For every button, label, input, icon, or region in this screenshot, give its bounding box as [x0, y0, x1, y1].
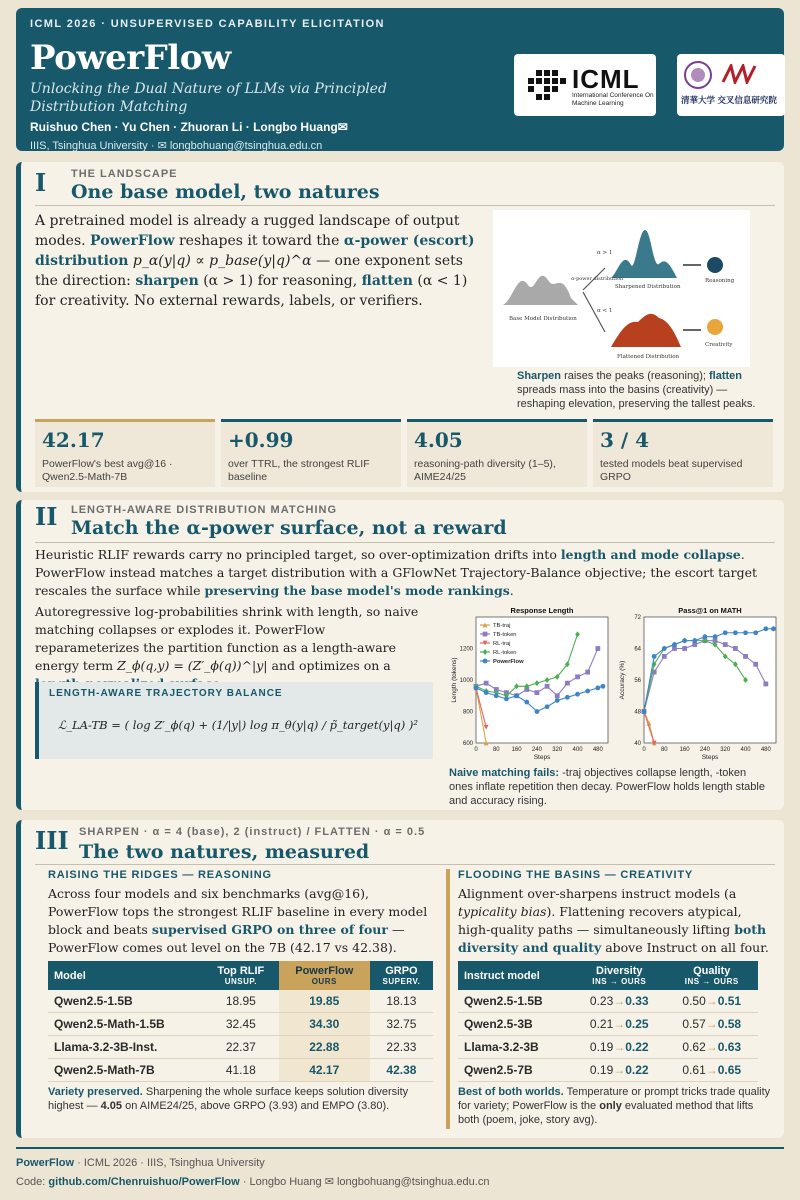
score-cell: 34.30	[279, 1013, 370, 1036]
stat-value: 4.05	[414, 428, 463, 452]
landscape-caption	[517, 369, 767, 411]
data-point	[652, 654, 657, 659]
metric-cell	[666, 990, 759, 1013]
model-cell: Qwen2.5-3B	[458, 1013, 573, 1036]
stat-value: +0.99	[228, 428, 294, 452]
y-tick-label: 64	[634, 646, 641, 653]
arrow-icon: →	[613, 1063, 626, 1077]
y-tick-label: 56	[634, 678, 641, 684]
data-point	[484, 690, 489, 695]
text-run: sharpen	[135, 273, 199, 289]
data-point	[595, 646, 600, 651]
data-point	[743, 654, 748, 659]
arrow-icon: →	[705, 1017, 718, 1031]
col-header	[458, 961, 573, 990]
ins-value: 0.21	[589, 1017, 614, 1031]
table-row	[48, 990, 433, 1013]
data-point	[514, 693, 519, 698]
data-point	[595, 685, 600, 690]
metric-cell	[666, 1036, 759, 1059]
ours-value: 0.25	[625, 1017, 649, 1031]
data-point	[753, 662, 758, 667]
text-run: . PowerFlow instead matches a target distribution with a GFlowNet Trajectory-Balance objective; the escort target rescales the surface while	[35, 547, 757, 598]
score-cell: 41.18	[203, 1059, 279, 1082]
ins-value: 0.57	[682, 1017, 706, 1031]
reasoning-note	[48, 1085, 433, 1113]
data-point	[662, 654, 667, 659]
fig-label-alpha-gt: α > 1	[597, 250, 613, 256]
data-point	[642, 709, 647, 714]
section-title: The two natures, measured	[79, 841, 370, 863]
reasoning-kicker: RAISING THE RIDGES — REASONING	[48, 869, 272, 881]
data-point	[672, 642, 677, 647]
data-point	[662, 646, 667, 651]
la-tb-box	[35, 682, 433, 759]
la-tb-box-title: LENGTH-AWARE TRAJECTORY BALANCE	[49, 688, 283, 699]
col-header-label: PowerFlow	[295, 965, 354, 977]
data-point	[753, 630, 758, 635]
poster-subtitle: Unlocking the Dual Nature of LLMs via Principled Distribution Matching	[30, 81, 387, 115]
score-cell: 22.37	[203, 1036, 279, 1059]
metric-cell	[666, 1013, 759, 1036]
reasoning-table	[48, 961, 433, 1082]
x-axis-label: Steps	[701, 754, 719, 761]
ours-value: 0.65	[717, 1063, 742, 1077]
text-run: A pretrained model is already a rugged landscape of output modes.	[35, 213, 460, 249]
stat-label: reasoning-path diversity (1–5), AIME24/25	[414, 458, 556, 483]
tsinghua-logo	[677, 54, 785, 116]
text-run: evaluated method that lifts both (poem, joke, story avg).	[458, 1100, 754, 1126]
metric-cell	[573, 1036, 666, 1059]
legend-marker	[483, 659, 488, 664]
chart-title: Response Length	[510, 606, 574, 615]
x-tick-label: 0	[474, 747, 478, 753]
score-cell: 22.33	[370, 1036, 433, 1059]
data-point	[763, 682, 768, 687]
text-run: preserving the base model's mode rankings	[204, 583, 510, 598]
fig-label-reasoning: Reasoning	[705, 278, 735, 284]
stat-value: 3 / 4	[600, 428, 650, 452]
icml-logo-subtext: International Conference On Machine Learning	[572, 92, 654, 107]
fig-label-base: Base Model Distribution	[509, 316, 577, 322]
text-run: Across four models and six benchmarks (avg@16), PowerFlow tops the strongest RLIF baseline in every model block and beats	[48, 886, 428, 937]
col-header-label: Diversity	[596, 965, 643, 977]
text-run: only	[599, 1100, 622, 1112]
y-tick-label: 600	[462, 741, 473, 747]
y-tick-label: 72	[634, 615, 641, 621]
col-subheader: OURS	[311, 977, 337, 986]
text-run: .	[509, 583, 514, 598]
text-run: Sharpening the whole surface keeps solution diversity highest —	[48, 1086, 409, 1112]
data-point	[545, 704, 550, 709]
text-run: Naive matching fails:	[449, 767, 560, 779]
legend-label: PowerFlow	[493, 659, 524, 665]
data-point	[703, 634, 708, 639]
reasoning-paragraph	[48, 885, 443, 957]
matching-paragraph-1	[35, 546, 775, 600]
col-header-label: Quality	[693, 965, 731, 977]
section-kicker: SHARPEN · α = 4 (base), 2 (instruct) / FLATTEN · α = 0.5	[79, 826, 426, 838]
text-run: on AIME24/25, above GRPO (3.93) and EMPO (3.80).	[122, 1100, 390, 1112]
data-point	[763, 626, 768, 631]
data-point	[545, 684, 550, 689]
x-tick-label: 480	[592, 747, 603, 753]
creativity-note	[458, 1085, 773, 1127]
creativity-kicker: FLOODING THE BASINS — CREATIVITY	[458, 869, 694, 881]
data-point	[601, 684, 606, 689]
section-title: One base model, two natures	[71, 181, 380, 203]
footer-text: Code:	[16, 1176, 49, 1188]
table-row	[48, 1059, 433, 1082]
text-run: Variety preserved.	[48, 1086, 143, 1098]
y-tick-label: 48	[634, 709, 641, 716]
col-header-ours	[279, 961, 370, 990]
iiis-mark-icon	[721, 64, 761, 84]
text-run: (α > 1) for reasoning,	[198, 273, 362, 289]
x-tick-label: 160	[511, 747, 522, 753]
text-run: PowerFlow	[90, 233, 175, 249]
column-divider	[446, 869, 450, 1129]
data-point	[535, 709, 540, 714]
text-run: (α < 1) for creativity. No external rewards, labels, or verifiers.	[35, 273, 468, 309]
la-tb-formula: ℒ_LA-TB = ( log Z′_ϕ(q) + (1/|y|) log π_θ(y|q) / p̃_target(y|q) )²	[58, 718, 418, 732]
ins-value: 0.19	[589, 1063, 614, 1077]
text-run: Temperature or prompt tricks trade quality for variety; PowerFlow is the	[458, 1086, 771, 1112]
stat-label: over TTRL, the strongest RLIF baseline	[228, 458, 370, 483]
data-point	[555, 698, 560, 703]
stat-label: PowerFlow's best avg@16 · Qwen2.5-Math-7B	[42, 458, 173, 483]
arrow-icon: →	[705, 1063, 718, 1077]
landscape-figure	[493, 210, 750, 367]
data-point	[713, 634, 718, 639]
data-point	[692, 638, 697, 643]
chart-title: Pass@1 on MATH	[678, 606, 742, 615]
text-run: Best of both worlds.	[458, 1086, 564, 1098]
text-run: Autoregressive log-probabilities shrink with length, so naive matching collapses or explodes it. PowerFlow reparameterizes the partition function as a length-aware energy term	[35, 604, 419, 673]
y-tick-label: 800	[462, 709, 473, 716]
author-list: Ruishuo Chen · Yu Chen · Zhuoran Li · Longbo Huang✉	[30, 120, 348, 134]
text-run: raises the peaks (reasoning);	[561, 370, 709, 382]
poster-header	[16, 8, 784, 151]
training-dynamics-charts	[446, 603, 781, 763]
ours-value: 0.33	[625, 994, 649, 1008]
y-tick-label: 40	[634, 741, 641, 747]
section-title: Match the α-power surface, not a reward	[71, 517, 507, 539]
section-matching	[16, 500, 784, 810]
escort-formula: p_α(y|q) ∝ p_base(y|q)^α	[132, 253, 312, 269]
legend-label: RL-token	[493, 650, 517, 656]
section-kicker: LENGTH-AWARE DISTRIBUTION MATCHING	[71, 504, 338, 516]
x-tick-label: 160	[679, 747, 690, 753]
footer-contact: · Longbo Huang ✉ longbohuang@tsinghua.edu.cn	[239, 1176, 490, 1188]
data-point	[565, 695, 570, 700]
creativity-table	[458, 961, 758, 1082]
col-header	[573, 961, 666, 990]
section-measured	[16, 820, 784, 1138]
data-point	[524, 700, 529, 705]
section-kicker: THE LANDSCAPE	[71, 168, 178, 180]
col-subheader: INS → OURS	[684, 977, 739, 986]
metric-cell	[573, 1059, 666, 1082]
ours-value: 0.51	[717, 994, 742, 1008]
data-point	[575, 692, 580, 697]
col-header	[203, 961, 279, 990]
model-cell: Qwen2.5-Math-1.5B	[48, 1013, 203, 1036]
table-row	[458, 990, 758, 1013]
ins-value: 0.50	[682, 994, 706, 1008]
arrow-icon: →	[705, 994, 718, 1008]
y-tick-label: 1000	[459, 678, 473, 684]
col-header-label: GRPO	[385, 965, 418, 977]
poster-title: PowerFlow	[30, 38, 231, 78]
text-run: Sharpen	[517, 370, 562, 382]
stat-card	[221, 419, 401, 487]
metric-cell	[666, 1059, 759, 1082]
stat-card	[593, 419, 773, 487]
conference-label: ICML 2026 · UNSUPERVISED CAPABILITY ELICITATION	[30, 18, 385, 30]
fig-label-flattened: Flattened Distribution	[617, 354, 680, 360]
section-number: I	[35, 168, 47, 197]
charts-caption	[449, 766, 769, 808]
text-run: above Instruct on all four.	[601, 940, 769, 955]
data-point	[682, 646, 687, 651]
x-tick-label: 320	[720, 747, 731, 753]
text-run: flatten	[361, 273, 413, 289]
data-point	[484, 681, 489, 686]
text-run: — PowerFlow comes out level on the 7B (42.17 vs 42.38).	[48, 922, 405, 955]
text-run: 4.05	[100, 1100, 123, 1112]
tsinghua-seal-icon	[683, 60, 713, 90]
data-point	[494, 693, 499, 698]
footer-brand: PowerFlow	[16, 1157, 75, 1169]
model-cell: Qwen2.5-Math-7B	[48, 1059, 203, 1082]
stat-label: tested models beat supervised GRPO	[600, 458, 743, 483]
col-subheader: INS → OURS	[592, 977, 647, 986]
text-run: — one exponent sets the direction:	[35, 253, 463, 289]
col-header	[48, 961, 203, 990]
x-tick-label: 80	[492, 747, 500, 753]
arrow-icon: →	[613, 1040, 626, 1054]
score-cell: 19.85	[279, 990, 370, 1013]
footer-rule	[16, 1147, 784, 1149]
col-subheader: SUPERV.	[382, 977, 421, 986]
x-tick-label: 240	[531, 747, 542, 753]
fig-label-sharpened: Sharpened Distribution	[615, 284, 681, 290]
stat-card	[407, 419, 587, 487]
model-cell: Llama-3.2-3B-Inst.	[48, 1036, 203, 1059]
text-run: α-power (escort) distribution	[35, 233, 475, 269]
icml-logo-text: ICML	[572, 64, 640, 94]
matching-paragraph-2	[35, 603, 425, 693]
y-axis-label: Length (tokens)	[451, 657, 458, 703]
ours-value: 0.22	[625, 1063, 649, 1077]
ours-value: 0.63	[717, 1040, 742, 1054]
model-cell: Qwen2.5-7B	[458, 1059, 573, 1082]
x-tick-label: 400	[740, 747, 751, 753]
data-point	[723, 642, 728, 647]
y-axis-label: Accuracy (%)	[619, 660, 626, 700]
table-row	[458, 1059, 758, 1082]
metric-cell	[573, 990, 666, 1013]
x-tick-label: 320	[552, 747, 563, 753]
stat-card	[35, 419, 215, 487]
score-cell: 18.95	[203, 990, 279, 1013]
arrow-icon: →	[613, 1017, 626, 1031]
text-run: spreads mass into the basins (creativity) — reshaping elevation, preserving the tallest peaks.	[517, 384, 756, 410]
text-run: -traj objectives collapse length, -token ones inflate repetition then decay. PowerFlow holds length stable and accuracy rising.	[449, 767, 765, 807]
text-run: typicality bias	[458, 904, 547, 919]
y-tick-label: 1200	[459, 646, 473, 653]
score-cell: 32.75	[370, 1013, 433, 1036]
data-point	[733, 646, 738, 651]
ours-value: 0.22	[625, 1040, 649, 1054]
fig-label-creativity: Creativity	[705, 342, 733, 348]
ins-value: 0.61	[682, 1063, 706, 1077]
col-header-label: Top RLIF	[217, 965, 265, 977]
ins-value: 0.19	[589, 1040, 614, 1054]
fig-label-alpha-lt: α < 1	[597, 308, 613, 314]
text-run: reshapes it toward the	[174, 233, 344, 249]
icml-logo	[514, 54, 656, 116]
text-run: supervised GRPO on three of four	[151, 922, 388, 937]
text-run: both diversity and quality	[458, 922, 767, 955]
col-subheader: UNSUP.	[224, 977, 257, 986]
score-cell: 32.45	[203, 1013, 279, 1036]
ins-value: 0.23	[589, 994, 614, 1008]
footer-text: · ICML 2026 · IIIS, Tsinghua University	[74, 1157, 265, 1169]
partition-formula: Z_ϕ(q,y) = (Z′_ϕ(q))^|y|	[117, 658, 268, 673]
data-point	[585, 689, 590, 694]
col-header-label: Model	[54, 969, 86, 982]
score-cell: 18.13	[370, 990, 433, 1013]
ours-value: 0.58	[717, 1017, 742, 1031]
landscape-paragraph	[35, 211, 475, 311]
text-run: length and mode collapse	[560, 547, 741, 562]
data-point	[743, 630, 748, 635]
stat-value: 42.17	[42, 428, 105, 452]
creativity-paragraph	[458, 885, 773, 957]
arrow-icon: →	[613, 994, 626, 1008]
x-tick-label: 480	[760, 747, 771, 753]
footer-line-1	[16, 1157, 265, 1169]
data-point	[504, 697, 509, 702]
text-run: flatten	[708, 370, 742, 382]
score-cell: 22.88	[279, 1036, 370, 1059]
data-point	[575, 674, 580, 679]
x-tick-label: 240	[699, 747, 710, 753]
code-link[interactable]: github.com/Chenruishuo/PowerFlow	[48, 1176, 240, 1188]
table-row	[48, 1036, 433, 1059]
model-cell: Qwen2.5-1.5B	[48, 990, 203, 1013]
data-point	[565, 681, 570, 686]
text-run: ). Flattening recovers atypical, high-quality paths — simultaneously lifting	[458, 904, 742, 937]
table-row	[48, 1013, 433, 1036]
model-cell: Llama-3.2-3B	[458, 1036, 573, 1059]
score-cell: 42.38	[370, 1059, 433, 1082]
x-axis-label: Steps	[533, 754, 551, 761]
affiliation: IIIS, Tsinghua University · ✉ longbohuang@tsinghua.edu.cn	[30, 140, 323, 152]
text-run: and optimizes on a	[267, 658, 391, 673]
data-point	[723, 630, 728, 635]
data-point	[771, 626, 776, 631]
col-header	[666, 961, 759, 990]
legend-marker	[483, 632, 488, 637]
table-row	[458, 1036, 758, 1059]
text-run: Heuristic RLIF rewards carry no principled target, so over-optimization drifts into	[35, 547, 561, 562]
col-header	[370, 961, 433, 990]
footer-line-2	[16, 1175, 489, 1188]
metric-cell	[573, 1013, 666, 1036]
score-cell: 42.17	[279, 1059, 370, 1082]
data-point	[585, 670, 590, 675]
data-point	[682, 638, 687, 643]
col-header-label: Instruct model	[464, 969, 540, 982]
tsinghua-logo-text: 清華大学 交叉信息研究院	[681, 95, 777, 105]
section-number: III	[35, 826, 69, 855]
legend-label: TB-traj	[493, 623, 511, 629]
data-point	[474, 685, 479, 690]
plot-area	[644, 617, 776, 743]
data-point	[733, 630, 738, 635]
data-point	[535, 690, 540, 695]
ins-value: 0.62	[682, 1040, 706, 1054]
x-tick-label: 400	[572, 747, 583, 753]
arrow-icon: →	[705, 1040, 718, 1054]
model-cell: Qwen2.5-1.5B	[458, 990, 573, 1013]
data-point	[555, 693, 560, 698]
text-run: Alignment over-sharpens instruct models (a	[458, 886, 737, 901]
legend-label: RL-traj	[493, 641, 511, 647]
fig-label-alpha-power: α-power distribution	[571, 276, 624, 282]
section-number: II	[35, 502, 58, 531]
legend-label: TB-token	[493, 632, 517, 638]
x-tick-label: 0	[642, 747, 646, 753]
x-tick-label: 80	[660, 747, 668, 753]
table-row	[458, 1013, 758, 1036]
